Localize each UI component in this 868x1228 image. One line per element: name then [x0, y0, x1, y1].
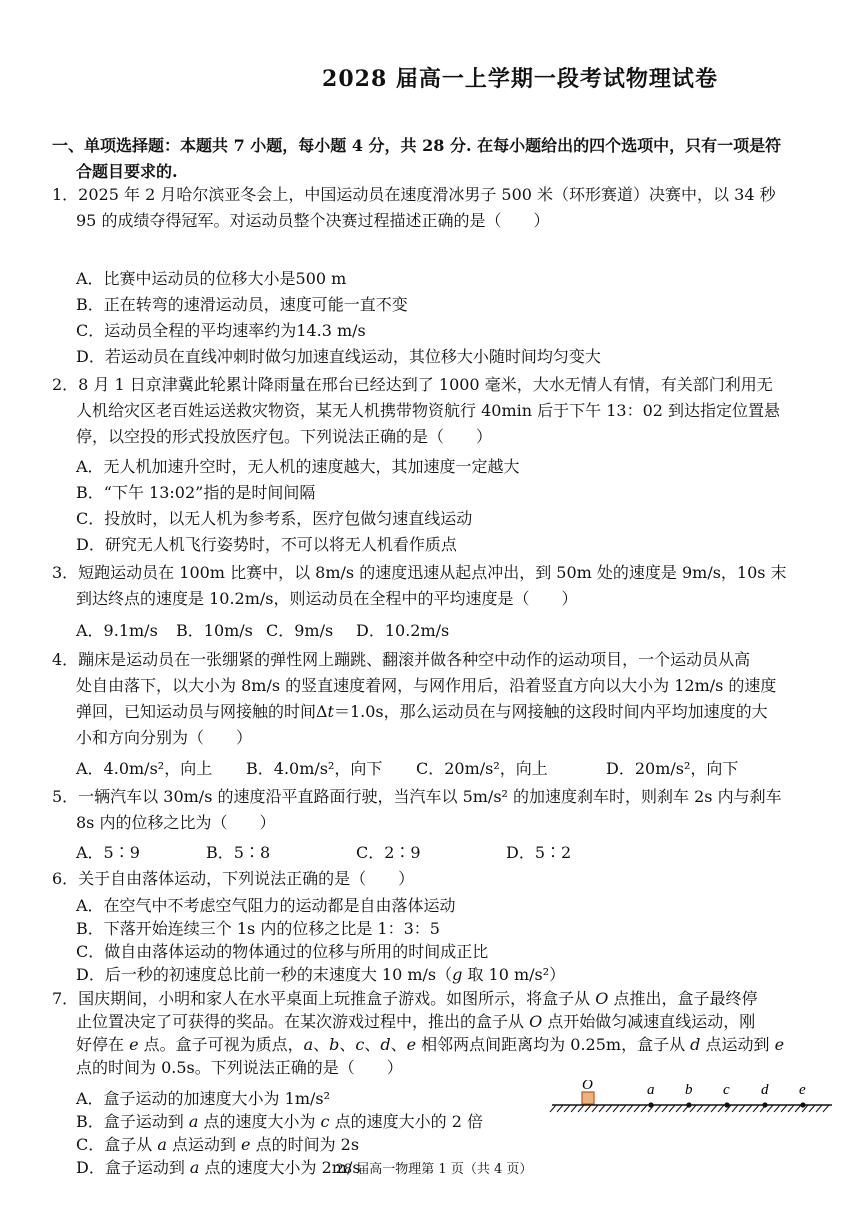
hatch-mark — [739, 1105, 745, 1112]
hatch-mark — [669, 1105, 675, 1112]
hatch-mark — [781, 1105, 787, 1112]
question-4-line-4: 小和方向分别为（ ） — [76, 728, 253, 747]
question-5-option-a[interactable]: A．5∶9 — [76, 843, 140, 862]
question-4-option-d[interactable]: D．20m/s²，向下 — [606, 759, 739, 778]
question-2-option-d[interactable]: D．研究无人机飞行姿势时，不可以将无人机看作质点 — [76, 535, 457, 554]
hatch-mark — [746, 1105, 752, 1112]
question-3-option-b[interactable]: B．10m/s — [176, 621, 253, 640]
question-3-option-d[interactable]: D．10.2m/s — [356, 621, 450, 640]
question-5-line-2: 8s 内的位移之比为（ ） — [76, 813, 276, 832]
hatch-mark — [564, 1105, 570, 1112]
question-6-option-a[interactable]: A．在空气中不考虑空气阻力的运动都是自由落体运动 — [76, 896, 456, 915]
question-1-line-1: 1．2025 年 2 月哈尔滨亚冬会上，中国运动员在速度滑冰男子 500 米（环形赛道）决赛中，以 34 秒 — [52, 185, 776, 204]
question-3-line-1: 3．短跑运动员在 100m 比赛中，以 8m/s 的速度迅速从起点冲出，到 50m 处的速度是 9m/s，10s 末 — [52, 563, 787, 582]
label-e: e — [799, 1082, 806, 1098]
hatch-mark — [620, 1105, 626, 1112]
hatch-mark — [718, 1105, 724, 1112]
box-shape — [582, 1092, 594, 1104]
label-o: O — [582, 1080, 593, 1093]
question-4-option-c[interactable]: C．20m/s²，向上 — [416, 759, 548, 778]
hatch-mark — [788, 1105, 794, 1112]
question-7-option-d[interactable]: D．盒子运动到 𝑎 点的速度大小为 2m/s — [76, 1158, 361, 1177]
question-1-option-d[interactable]: D．若运动员在直线冲刺时做匀加速直线运动，其位移大小随时间均匀变大 — [76, 347, 601, 366]
hatch-mark — [655, 1105, 661, 1112]
hatch-mark — [613, 1105, 619, 1112]
hatch-mark — [578, 1105, 584, 1112]
hatch-mark — [599, 1105, 605, 1112]
question-6-option-c[interactable]: C．做自由落体运动的物体通过的位移与所用的时间成正比 — [76, 942, 489, 961]
hatch-mark — [571, 1105, 577, 1112]
question-2-option-c[interactable]: C．投放时，以无人机为参考系，医疗包做匀速直线运动 — [76, 509, 473, 528]
hatch-mark — [704, 1105, 710, 1112]
question-4-option-a[interactable]: A．4.0m/s²，向上 — [76, 759, 213, 778]
question-4-line-1: 4．蹦床是运动员在一张绷紧的弹性网上蹦跳、翻滚并做各种空中动作的运动项目，一个运动员从高 — [52, 650, 751, 669]
question-1-option-b[interactable]: B．正在转弯的速滑运动员，速度可能一直不变 — [76, 295, 408, 314]
hatch-mark — [823, 1105, 829, 1112]
question-6-option-d[interactable]: D．后一秒的初速度总比前一秒的末速度大 10 m/s（𝑔 取 10 m/s²） — [76, 965, 566, 984]
point-a — [648, 1102, 653, 1107]
hatch-mark — [634, 1105, 640, 1112]
question-5-option-d[interactable]: D．5∶2 — [506, 843, 572, 862]
label-a: a — [647, 1082, 655, 1098]
hatch-mark — [550, 1105, 556, 1112]
point-b — [686, 1102, 691, 1107]
hatch-mark — [641, 1105, 647, 1112]
question-3-option-c[interactable]: C．9m/s — [266, 621, 334, 640]
question-7-line-4: 点的时间为 0.5s。下列说法正确的是（ ） — [76, 1058, 403, 1077]
hatch-mark — [767, 1105, 773, 1112]
hatch-mark — [697, 1105, 703, 1112]
section-heading-cont: 合题目要求的. — [76, 162, 178, 181]
point-e — [800, 1102, 805, 1107]
page-footer: 28 届高一物理第 1 页（共 4 页） — [335, 1162, 533, 1177]
hatch-mark — [711, 1105, 717, 1112]
question-1-line-2: 95 的成绩夺得冠军。对运动员整个决赛过程描述正确的是（ ） — [76, 211, 550, 230]
question-7-option-c[interactable]: C．盒子从 𝑎 点运动到 𝑒 点的时间为 2s — [76, 1135, 360, 1154]
label-b: b — [685, 1082, 693, 1098]
hatch-mark — [774, 1105, 780, 1112]
question-2-option-a[interactable]: A．无人机加速升空时，无人机的速度越大，其加速度一定越大 — [76, 457, 520, 476]
track-figure — [548, 1080, 838, 1120]
question-4-option-b[interactable]: B．4.0m/s²，向下 — [246, 759, 383, 778]
label-d: d — [761, 1082, 769, 1098]
hatch-mark — [592, 1105, 598, 1112]
question-7-line-3: 好停在 𝑒 点。盒子可视为质点，𝑎、𝑏、𝑐、𝑑、𝑒 相邻两点间距离均为 0.25m，盒子从 𝑑 点运动到 𝑒 — [76, 1035, 785, 1054]
hatch-mark — [676, 1105, 682, 1112]
label-c: c — [723, 1082, 730, 1098]
question-6-option-b[interactable]: B．下落开始连续三个 1s 内的位移之比是 1：3：5 — [76, 919, 440, 938]
question-7-line-1: 7．国庆期间，小明和家人在水平桌面上玩推盒子游戏。如图所示，将盒子从 𝑂 点推出，盒子最终停 — [52, 989, 758, 1008]
question-3-option-a[interactable]: A．9.1m/s — [76, 621, 158, 640]
question-1-option-c[interactable]: C．运动员全程的平均速率约为14.3 m/s — [76, 321, 366, 340]
hatch-mark — [732, 1105, 738, 1112]
hatch-mark — [795, 1105, 801, 1112]
question-5-option-c[interactable]: C．2∶9 — [356, 843, 421, 862]
hatch-mark — [662, 1105, 668, 1112]
question-7-option-b[interactable]: B．盒子运动到 𝑎 点的速度大小为 𝑐 点的速度大小的 2 倍 — [76, 1112, 483, 1131]
question-2-line-1: 2．8 月 1 日京津冀此轮累计降雨量在邢台已经达到了 1000 毫米，大水无情人有情，有关部门利用无 — [52, 375, 773, 394]
hatch-mark — [809, 1105, 815, 1112]
hatch-mark — [627, 1105, 633, 1112]
question-7-line-2: 止位置决定了可获得的奖品。在某次游戏过程中，推出的盒子从 𝑂 点开始做匀减速直线运动，刚 — [76, 1012, 756, 1031]
question-4-line-3: 弹回，已知运动员与网接触的时间Δ𝑡＝1.0s，那么运动员在与网接触的这段时间内平均加速度的大 — [76, 702, 768, 721]
question-5-option-b[interactable]: B．5∶8 — [206, 843, 271, 862]
page-title: 2028 届高一上学期一段考试物理试卷 — [322, 66, 718, 92]
hatch-mark — [816, 1105, 822, 1112]
hatch-mark — [753, 1105, 759, 1112]
question-7-option-a[interactable]: A．盒子运动的加速度大小为 1m/s² — [76, 1089, 331, 1108]
question-2-line-3: 停，以空投的形式投放医疗包。下列说法正确的是（ ） — [76, 427, 493, 446]
question-2-option-b[interactable]: B．“下午 13:02”指的是时间间隔 — [76, 483, 316, 502]
hatch-mark — [585, 1105, 591, 1112]
hatch-mark — [557, 1105, 563, 1112]
question-5-line-1: 5．一辆汽车以 30m/s 的速度沿平直路面行驶，当汽车以 5m/s² 的加速度刹车时，则刹车 2s 内与刹车 — [52, 787, 782, 806]
section-heading: 一、单项选择题：本题共 7 小题，每小题 4 分，共 28 分. 在每小题给出的四个选项中，只有一项是符 — [52, 136, 782, 155]
question-4-line-2: 处自由落下，以大小为 8m/s 的竖直速度着网，与网作用后，沿着竖直方向以大小为 12m/s 的速度 — [76, 676, 777, 695]
point-d — [762, 1102, 767, 1107]
hatch-mark — [606, 1105, 612, 1112]
question-2-line-2: 人机给灾区老百姓运送救灾物资，某无人机携带物资航行 40min 后于下午 13：02 到达指定位置悬 — [76, 401, 781, 420]
question-6-line-1: 6．关于自由落体运动，下列说法正确的是（ ） — [52, 869, 415, 888]
question-1-option-a[interactable]: A．比赛中运动员的位移大小是500 m — [76, 269, 347, 288]
question-3-line-2: 到达终点的速度是 10.2m/s，则运动员在全程中的平均速度是（ ） — [76, 589, 578, 608]
point-c — [724, 1102, 729, 1107]
